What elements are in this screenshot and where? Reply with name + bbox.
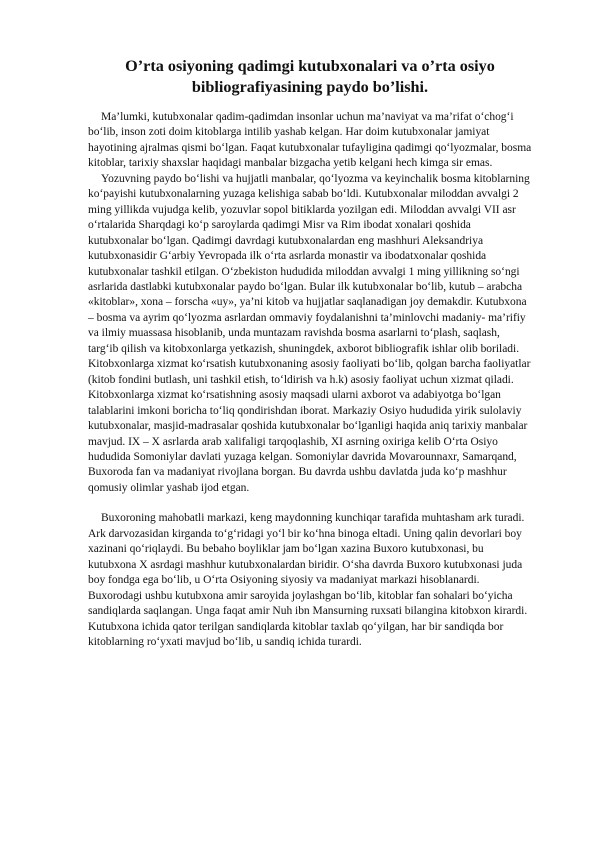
document-page (88, 56, 532, 650)
paragraph-intro: Ma’lumki, kutubxonalar qadim-qadimdan insonlar uchun ma’naviyat va ma’rifat o‘chog‘i bo‘lib, inson zoti doim kitoblarga intilib yashab kelgan. Har doim kutubxonalar jamiyat hayotining ajralmas qismi bo‘lgan. Faqat kutubxonalar tufayligina qadimgi qo‘lyozmalar, bosma kitoblar, tarixiy shaxslar haqidagi manbalar bizgacha yetib kelgani hech kimga sir emas. (88, 111, 532, 170)
paragraph-history: Yozuvning paydo bo‘lishi va hujjatli manbalar, qo‘lyozma va keyinchalik bosma kitoblarning ko‘payishi kutubxonalarning yuzaga kelishiga sabab bo‘ldi. Kutubxonalar miloddan avvalgi 2 ming yillikda vujudga kelib, yozuvlar sopol bitiklarda yozilgan edi. Miloddan avvalgi VII asr o‘rtalarida Sharqdagi ko‘p saroylarda qadimgi Misr va Rim ibodat xonalari qoshida kutubxonalar bo‘lgan. Qadimgi davrdagi kutubxonalardan eng mashhuri Aleksandriya kutubxonasidir G‘arbiy Yevropada ilk o‘rta asrlarda monastir va ibodatxonalar qoshida kutubxonalar tashkil etilgan. O‘zbekiston hududida miloddan avvalgi 1 ming yillikning so‘ngi asrlarida dastlabki kutubxonalar paydo bo‘lgan. Bular ilk kutubxonalar bo‘lib, kutub – arabcha «kitoblar», xona – forscha «uy», ya’ni kitob va hujjatlar saqlanadigan joy demakdir. Kutubxona – bosma va ayrim qo‘lyozma asrlardan ommaviy foydalanishni ta’minlovchi madaniy- ma’rifiy va ilmiy muassasa hisoblanib, unda muntazam ravishda bosma asarlarni to‘plash, saqlash, targ‘ib qilish va kitobxonlarga yetkazish, shuningdek, axborot bibliografik ishlar olib boriladi. Kitobxonlarga xizmat ko‘rsatish kutubxonaning asosiy faoliyati bo‘lib, qolgan barcha faoliyatlar (kitob fondini butlash, uni tashkil etish, to‘ldirish va h.k) asosiy faoliyat uchun xizmat qiladi. Kitobxonlarga xizmat ko‘rsatishning asosiy maqsadi ularni axborot va adabiyotga bo‘lgan talablarini imkoni boricha to‘liq qondirishdan iborat. Markaziy Osiyo hududida yirik sulolaviy kutubxonalar, masjid-madrasalar qoshida kutubxonalar bo‘lganligi haqida aniq tarixiy manbalar mavjud. IX – X asrlarda arab xalifaligi tarqoqlashib, XI asrning oxiriga kelib O‘rta Osiyo hududida Somoniylar davlati yuzaga kelgan. Somoniylar davrida Movarounnaxr, Samarqand, Buxoroda fan va madaniyat rivojlana borgan. Bu davrda ushbu davlatda juda ko‘p mashhur qomusiy olimlar yashab ijod etgan. (88, 172, 531, 494)
document-title: O’rta osiyoning qadimgi kutubxonalari va o’rta osiyo bibliografiyasining paydo bo’lishi. (125, 57, 495, 96)
paragraph-bukhara: Buxoroning mahobatli markazi, keng maydonning kunchiqar tarafida muhtasham ark turadi. Ark darvozasidan kirganda to‘g‘ridagi yo‘l bir ko‘hna binoga eltadi. Uning qalin devorlari boy xazinani qo‘riqlaydi. Bu bebaho boyliklar jam bo‘lgan xazina Buxoro kutubxonasi, bu kutubxona X asrdagi mashhur kutubxonalardan biridir. O‘sha davrda Buxoro kutubxonasi juda boy fondga ega bo‘lib, u O‘rta Osiyoning siyosiy va madaniyat markazi hisoblanardi. Buxorodagi ushbu kutubxona amir saroyida joylashgan bo‘lib, kitoblar fan sohalari bo‘yicha sandiqlarda saqlangan. Unga faqat amir Nuh ibn Mansurning ruxsati bilangina kitobxon kirardi. Kutubxona ichida qator terilgan sandiqlarda kitoblar taxlab qo‘yilgan, har bir sandiqda bor kitoblarning ro‘yxati mavjud bo‘lib, u sandiq ichida turardi. (88, 512, 528, 648)
